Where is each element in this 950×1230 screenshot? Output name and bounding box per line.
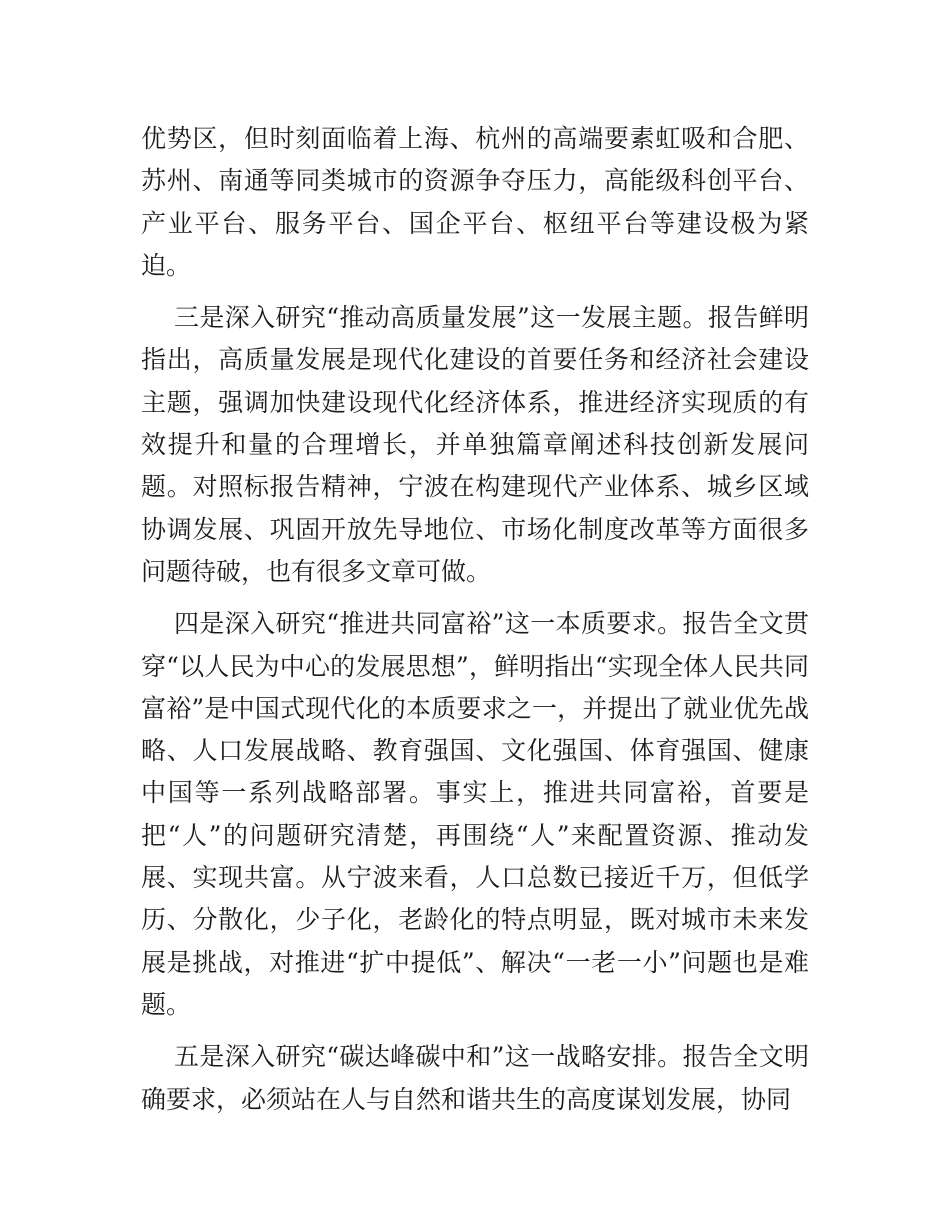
paragraph-four-common-prosperity: 四是深入研究“推进共同富裕”这一本质要求。报告全文贯穿“以人民为中心的发展思想”，鲜明指出“实现全体人民共同富裕”是中国式现代化的本质要求之一，并提出了就业优先战略、人口发展战略、教育强国、文化强国、体育强国、健康中国等一系列战略部署。事实上，推进共同富裕，首要是把“人”的问题研究清楚，再围绕“人”来配置资源、推动发展、实现共富。从宁波来看，人口总数已接近千万，但低学历、分散化，少子化，老龄化的特点明显，既对城市未来发展是挑战，对推进“扩中提低”、解决“一老一小”问题也是难题。 [141, 609, 809, 1019]
paragraph-continuation: 优势区，但时刻面临着上海、杭州的高端要素虹吸和合肥、苏州、南通等同类城市的资源争夺压力，高能级科创平台、产业平台、服务平台、国企平台、枢纽平台等建设极为紧迫。 [141, 124, 809, 280]
paragraph-five-carbon-peak-neutrality: 五是深入研究“碳达峰碳中和”这一战略安排。报告全文明确要求，必须站在人与自然和谐共生的高度谋划发展，协同 [141, 1042, 809, 1114]
paragraph-three-high-quality-development: 三是深入研究“推动高质量发展”这一发展主题。报告鲜明指出，高质量发展是现代化建设的首要任务和经济社会建设主题，强调加快建设现代化经济体系，推进经济实现质的有效提升和量的合理增长，并单独篇章阐述科技创新发展问题。对照标报告精神，宁波在构建现代产业体系、城乡区域协调发展、巩固开放先导地位、市场化制度改革等方面很多问题待破，也有很多文章可做。 [141, 303, 809, 586]
document-body [141, 118, 809, 1121]
